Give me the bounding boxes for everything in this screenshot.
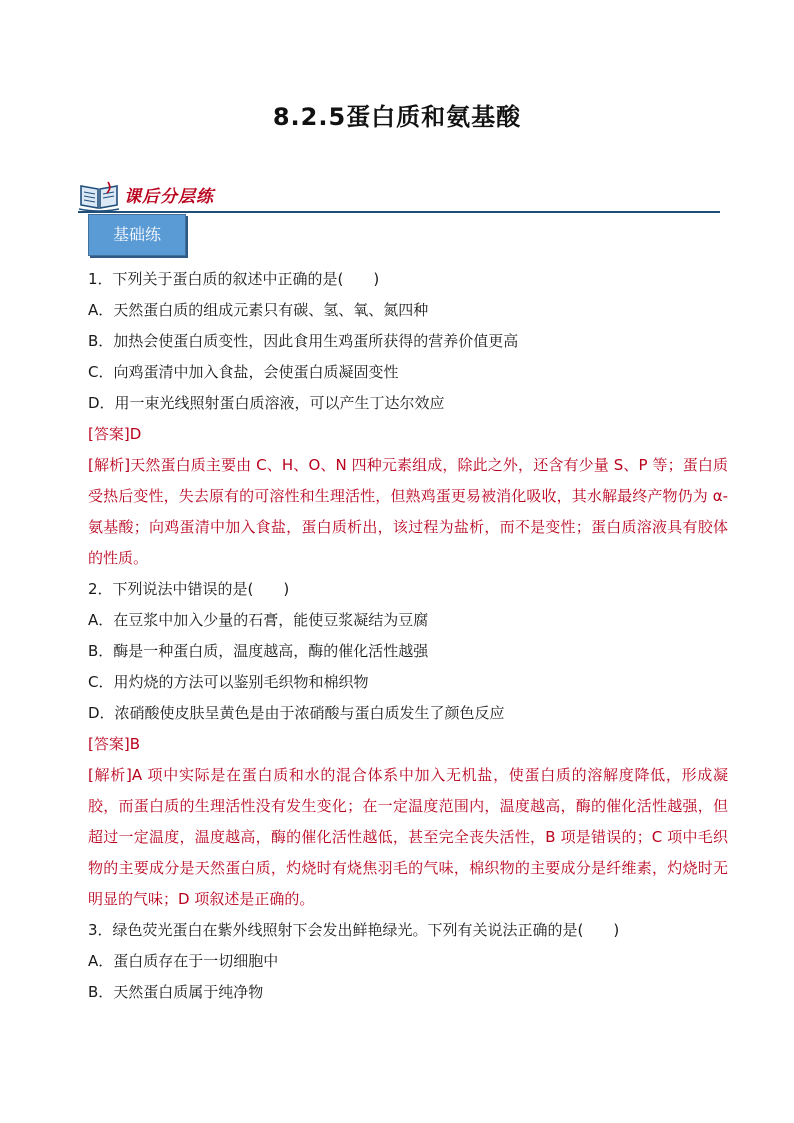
question-2-stem: 2．下列说法中错误的是( ) — [88, 580, 290, 598]
section-label: 课后分层练 — [124, 187, 214, 207]
question-3-option-b: B．天然蛋白质属于纯净物 — [88, 983, 264, 1001]
question-1-stem: 1．下列关于蛋白质的叙述中正确的是( ) — [88, 270, 380, 288]
question-2-option-b: B．酶是一种蛋白质，温度越高，酶的催化活性越强 — [88, 642, 429, 660]
question-3-stem: 3．绿色荧光蛋白在紫外线照射下会发出鲜艳绿光。下列有关说法正确的是( ) — [88, 921, 620, 939]
page-title: 8.2.5蛋白质和氨基酸 — [272, 103, 522, 131]
open-book-icon — [78, 180, 120, 212]
question-1-option-c: C．向鸡蛋清中加入食盐，会使蛋白质凝固变性 — [88, 363, 399, 381]
section-banner — [78, 178, 720, 214]
question-1-option-b: B．加热会使蛋白质变性，因此食用生鸡蛋所获得的营养价值更高 — [88, 332, 519, 350]
question-1-answer: [答案]D — [88, 425, 142, 443]
question-2-analysis: [解析]A 项中实际是在蛋白质和水的混合体系中加入无机盐，使蛋白质的溶解度降低，形成凝胶，而蛋白质的生理活性没有发生变化；在一定温度范围内，温度越高，酶的催化活性越强，但超过一定温度，温度越高，酶的催化活性越低，甚至完全丧失活性，B 项是错误的；C 项中毛织物的主要成分是天然蛋白质，灼烧时有烧焦羽毛的气味，棉织物的主要成分是纤维素，灼烧时无明显的气味；D 项叙述是正确的。 — [88, 766, 728, 908]
question-1-option-d: D．用一束光线照射蛋白质溶液，可以产生丁达尔效应 — [88, 394, 445, 412]
question-1-option-a: A．天然蛋白质的组成元素只有碳、氢、氧、氮四种 — [88, 301, 429, 319]
question-2-option-a: A．在豆浆中加入少量的石膏，能使豆浆凝结为豆腐 — [88, 611, 429, 629]
question-3-option-a: A．蛋白质存在于一切细胞中 — [88, 952, 279, 970]
level-tab: 基础练 — [88, 214, 186, 256]
question-2-option-c: C．用灼烧的方法可以鉴别毛织物和棉织物 — [88, 673, 369, 691]
question-2-option-d: D．浓硝酸使皮肤呈黄色是由于浓硝酸与蛋白质发生了颜色反应 — [88, 704, 505, 722]
question-1-analysis: [解析]天然蛋白质主要由 C、H、O、N 四种元素组成，除此之外，还含有少量 S、P 等；蛋白质受热后变性，失去原有的可溶性和生理活性，但熟鸡蛋更易被消化吸收，其水解最终产物仍为 α-氨基酸；向鸡蛋清中加入食盐，蛋白质析出，该过程为盐析，而不是变性；蛋白质溶液具有胶体的性质。 — [88, 456, 728, 567]
question-2-answer: [答案]B — [88, 735, 140, 753]
question-list — [88, 264, 728, 1008]
section-divider — [78, 211, 720, 213]
